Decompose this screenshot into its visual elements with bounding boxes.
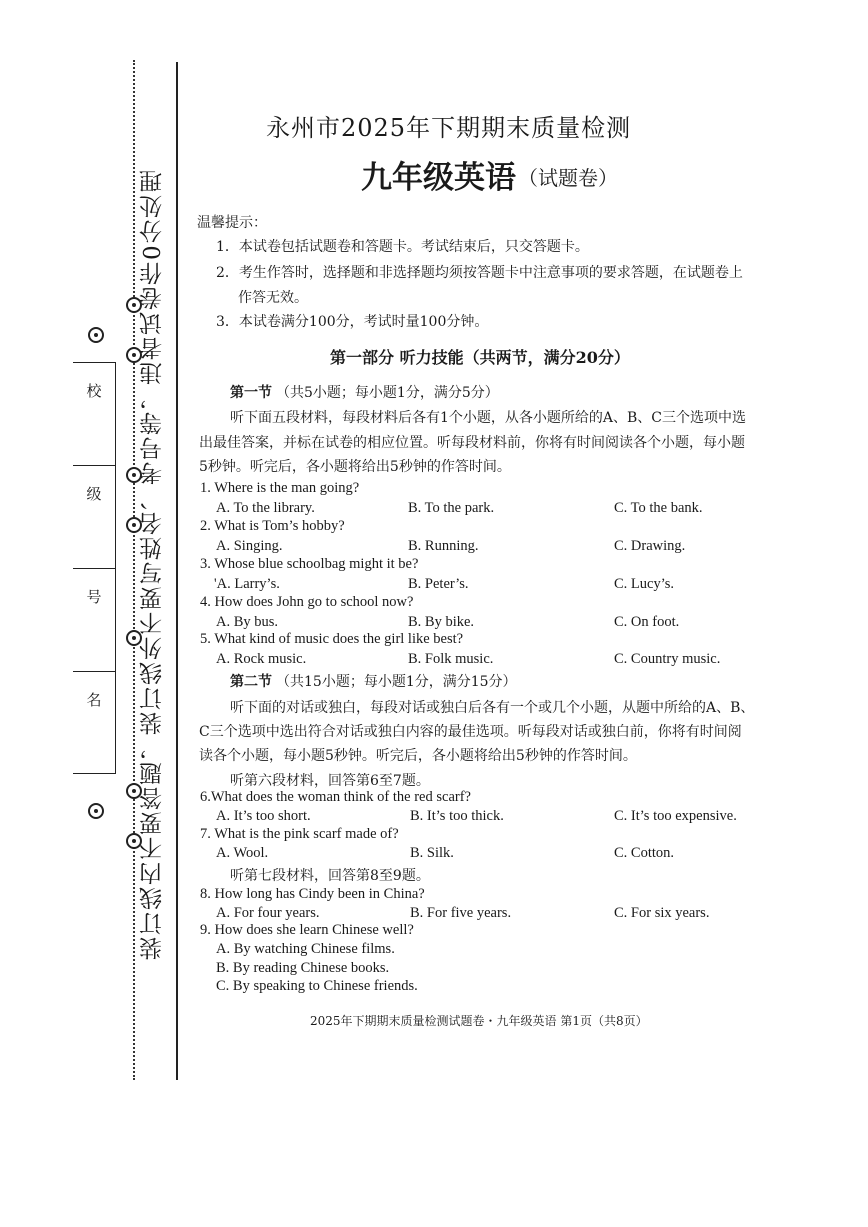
option-b: B. Silk. [410, 845, 454, 861]
option-a: A. Wool. [216, 845, 269, 861]
dotted-binding-line [133, 60, 135, 1080]
section1-instruction: 听下面五段材料，每段材料后各有1个小题，从各小题所给的A、B、C三个选项中选 [230, 410, 747, 426]
option-a: A. To the library. [216, 500, 315, 516]
question-text: 3. Whose blue schoolbag might it be? [200, 556, 419, 572]
option-c: C. By speaking to Chinese friends. [216, 978, 418, 994]
option-c: C. On foot. [614, 614, 680, 630]
section2-meta: （共15小题；每小题1分，满分15分） [276, 674, 517, 690]
section2-instruction: 读各个小题，每小题5秒钟。听完后，各小题将给出5秒钟的作答时间。 [199, 748, 637, 764]
option-a: A. It’s too short. [216, 808, 311, 824]
page-footer: 2025年下期期末质量检测试题卷・九年级英语 第1页（共8页） [310, 1014, 648, 1028]
option-c: C. For six years. [614, 905, 710, 921]
paper-type: （试题卷） [518, 166, 618, 190]
listening-prompt: 听第七段材料，回答第8至9题。 [230, 868, 430, 884]
option-c: C. Cotton. [614, 845, 675, 861]
question-text: 2. What is Tom’s hobby? [200, 518, 345, 534]
question-text: 8. How long has Cindy been in China? [200, 886, 425, 902]
option-b: B. For five years. [410, 905, 512, 921]
option-a: 'A. Larry’s. [214, 576, 280, 592]
subject-title: 九年级英语 [361, 160, 516, 196]
part1-title: 第一部分 听力技能（共两节，满分20分） [330, 348, 630, 367]
option-a: A. For four years. [216, 905, 320, 921]
option-b: B. By reading Chinese books. [216, 960, 390, 976]
question-text: 6.What does the woman think of the red scarf? [200, 789, 471, 805]
section1-instruction: 出最佳答案，并标在试卷的相应位置。听每段材料前，你将有时间阅读各个小题，每小题 [199, 435, 745, 451]
note-item: 作答无效。 [238, 290, 308, 306]
section2-instruction: 听下面的对话或独白，每段对话或独白后各有一个或几个小题，从题中所给的A、B、 [230, 700, 755, 716]
option-b: B. It’s too thick. [410, 808, 504, 824]
class-field-label: 级 [86, 485, 102, 503]
option-a: A. By bus. [216, 614, 279, 630]
option-b: B. Folk music. [408, 651, 494, 667]
option-b: B. Running. [408, 538, 479, 554]
option-a: A. Rock music. [216, 651, 307, 667]
section1-title: 第一节 [230, 385, 272, 401]
solid-margin-line [176, 62, 178, 1080]
question-text: 1. Where is the man going? [200, 480, 360, 496]
note-item: 1．本试卷包括试题卷和答题卡。考试结束后，只交答题卡。 [216, 239, 589, 255]
option-c: C. It’s too expensive. [614, 808, 737, 824]
option-c: C. Country music. [614, 651, 721, 667]
option-c: C. Drawing. [614, 538, 686, 554]
option-c: C. Lucy’s. [614, 576, 675, 592]
option-a: A. By watching Chinese films. [216, 941, 395, 957]
section1-instruction: 5秒钟。听完后，各小题将给出5秒钟的作答时间。 [199, 459, 511, 475]
binding-warning-text: 装订线内不要答题，装订线外不要写姓名、考号等，违者试卷作0分处理 [140, 168, 166, 960]
option-b: B. To the park. [408, 500, 495, 516]
option-b: B. By bike. [408, 614, 475, 630]
option-b: B. Peter’s. [408, 576, 469, 592]
name-field-label: 名 [86, 691, 102, 709]
number-field-label: 号 [86, 588, 102, 606]
question-text: 9. How does she learn Chinese well? [200, 922, 414, 938]
note-item: 2．考生作答时，选择题和非选择题均须按答题卡中注意事项的要求答题，在试题卷上 [216, 265, 743, 281]
question-text: 5. What kind of music does the girl like best? [200, 631, 464, 647]
note-item: 3．本试卷满分100分，考试时量100分钟。 [216, 314, 489, 330]
binding-hole-icon [88, 327, 104, 343]
notes-heading: 温馨提示： [197, 215, 267, 231]
section2-instruction: C三个选项中选出符合对话或独白内容的最佳选项。听每段对话或独白前，你将有时间阅 [199, 724, 742, 740]
exam-title: 永州市2025年下期期末质量检测 [266, 114, 632, 142]
question-text: 7. What is the pink scarf made of? [200, 826, 399, 842]
option-a: A. Singing. [216, 538, 283, 554]
listening-prompt: 听第六段材料，回答第6至7题。 [230, 773, 430, 789]
school-field-label: 校 [86, 382, 102, 400]
section1-meta: （共5小题；每小题1分，满分5分） [276, 385, 499, 401]
option-c: C. To the bank. [614, 500, 703, 516]
binding-hole-icon [88, 803, 104, 819]
question-text: 4. How does John go to school now? [200, 594, 414, 610]
student-info-box [73, 362, 116, 774]
section2-title: 第二节 [230, 674, 272, 690]
